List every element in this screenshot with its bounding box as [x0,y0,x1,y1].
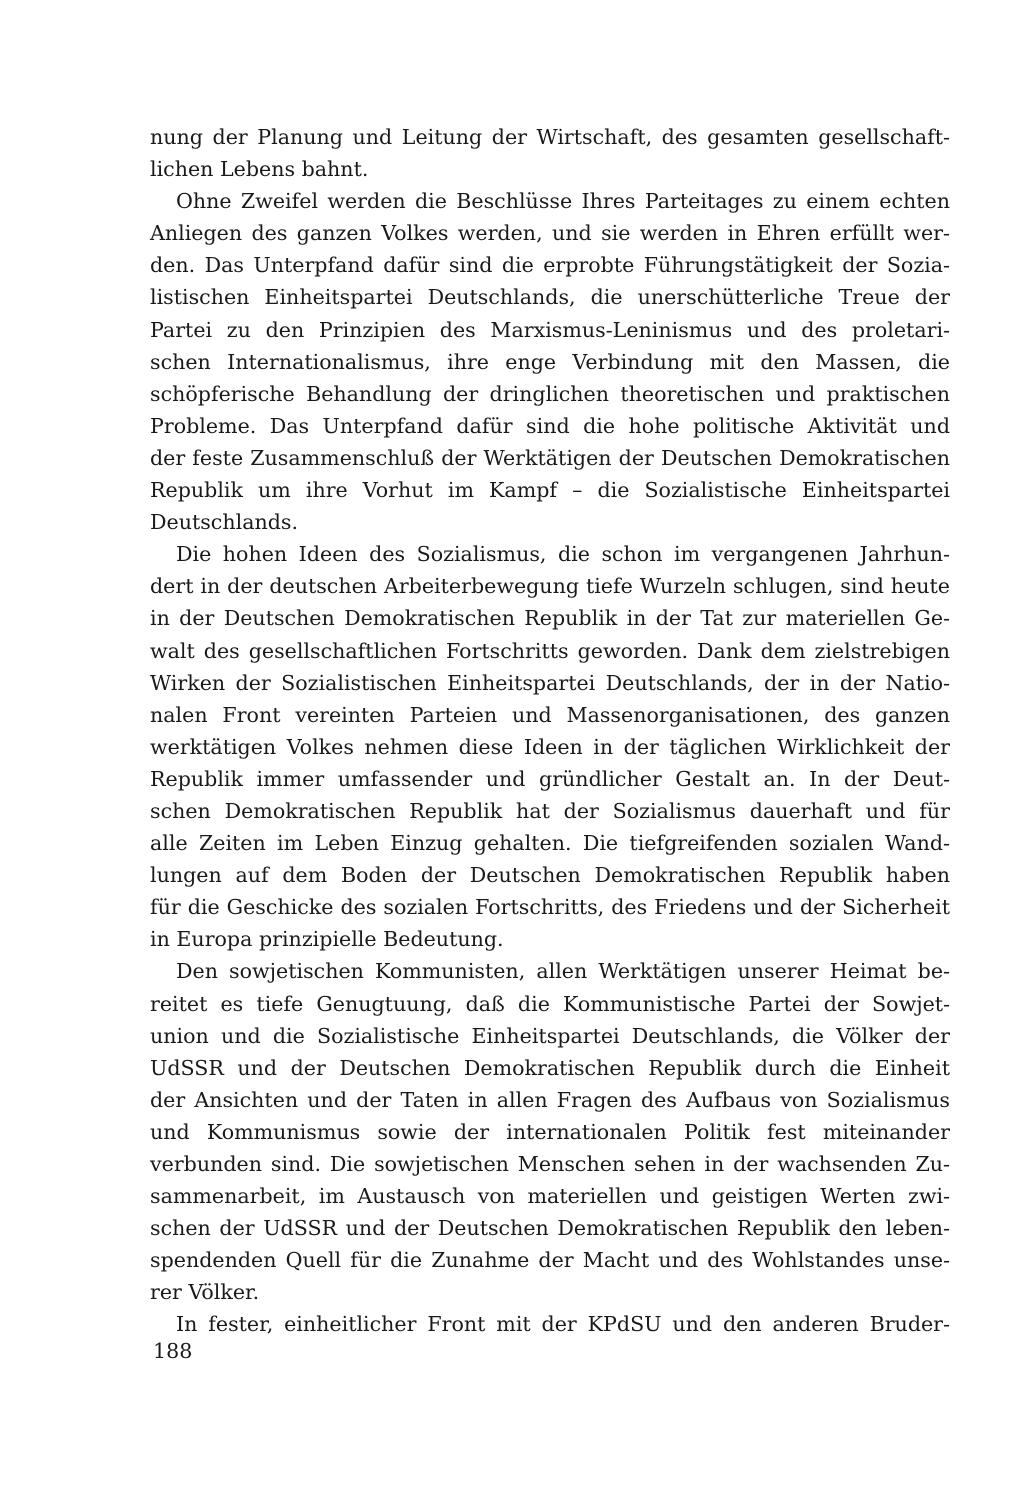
text-line: schen der UdSSR und der Deutschen Demokratischen Republik den leben- [150,1216,950,1241]
text-line: rer Völker. [150,1280,260,1305]
text-line: lungen auf dem Boden der Deutschen Demokratischen Republik haben [150,863,950,888]
text-line: der Ansichten und der Taten in allen Fragen des Aufbaus von Sozialismus [150,1087,950,1112]
text-line: alle Zeiten im Leben Einzug gehalten. Die tiefgreifenden sozialen Wand- [150,831,950,856]
text-line: der feste Zusammenschluß der Werktätigen der Deutschen Demokratischen [150,445,950,470]
text-line: den. Das Unterpfand dafür sind die erprobte Führungstätigkeit der Sozia- [150,253,950,278]
text-line: Den sowjetischen Kommunisten, allen Werktätigen unserer Heimat be- [176,959,950,984]
text-line: sammenarbeit, im Austausch von materiellen und geistigen Werten zwi- [150,1184,950,1209]
text-line: dert in der deutschen Arbeiterbewegung tiefe Wurzeln schlugen, sind heute [150,574,950,599]
text-line: Republik um ihre Vorhut im Kampf – die Sozialistische Einheitspartei [150,478,950,503]
text-line: lichen Lebens bahnt. [150,157,369,182]
text-line: reitet es tiefe Genugtuung, daß die Kommunistische Partei der Sowjet- [150,991,950,1016]
text-line: verbunden sind. Die sowjetischen Menschen sehen in der wachsenden Zu- [150,1152,950,1176]
text-line: Anliegen des ganzen Volkes werden, und sie werden in Ehren erfüllt wer- [150,221,950,246]
text-line: Die hohen Ideen des Sozialismus, die schon im vergangenen Jahrhun- [176,542,950,567]
text-line: nung der Planung und Leitung der Wirtschaft, des gesamten gesellschaft- [150,125,950,149]
text-line: Republik immer umfassender und gründlicher Gestalt an. In der Deut- [150,766,950,791]
text-line: listischen Einheitspartei Deutschlands, die unerschütterliche Treue der [150,285,950,310]
text-line: für die Geschicke des sozialen Fortschritts, des Friedens und der Sicherheit [150,895,950,920]
text-line: Ohne Zweifel werden die Beschlüsse Ihres Parteitages zu einem echten [176,189,950,214]
text-line: schen Internationalismus, ihre enge Verbindung mit den Massen, die [150,349,950,374]
body-text [150,121,950,1341]
text-line: walt des gesellschaftlichen Fortschritts geworden. Dank dem zielstrebigen [150,638,950,663]
text-line: Deutschlands. [150,510,299,535]
text-line: UdSSR und der Deutschen Demokratischen Republik durch die Einheit [150,1055,950,1080]
page-number: 188 [153,1339,193,1363]
text-line: union und die Sozialistische Einheitspartei Deutschlands, die Völker der [150,1023,950,1048]
text-line: in Europa prinzipielle Bedeutung. [150,927,504,952]
text-line: in der Deutschen Demokratischen Republik in der Tat zur materiellen Ge- [150,606,950,631]
text-line: Wirken der Sozialistischen Einheitspartei Deutschlands, der in der Natio- [150,670,950,695]
text-line: werktätigen Volkes nehmen diese Ideen in der täglichen Wirklichkeit der [150,734,950,759]
text-line: schen Demokratischen Republik hat der Sozialismus dauerhaft und für [150,798,950,823]
text-line: Probleme. Das Unterpfand dafür sind die hohe politische Aktivität und [150,413,950,438]
text-line: schöpferische Behandlung der dringlichen theoretischen und praktischen [150,381,950,406]
text-line: und Kommunismus sowie der internationalen Politik fest miteinander [150,1119,950,1144]
text-line: spendenden Quell für die Zunahme der Macht und des Wohlstandes unse- [150,1248,950,1273]
text-line: nalen Front vereinten Parteien und Massenorganisationen, des ganzen [150,702,950,727]
text-line: In fester, einheitlicher Front mit der KPdSU und den anderen Bruder- [176,1312,950,1337]
text-line: Partei zu den Prinzipien des Marxismus-Leninismus und des proletari- [150,317,950,342]
